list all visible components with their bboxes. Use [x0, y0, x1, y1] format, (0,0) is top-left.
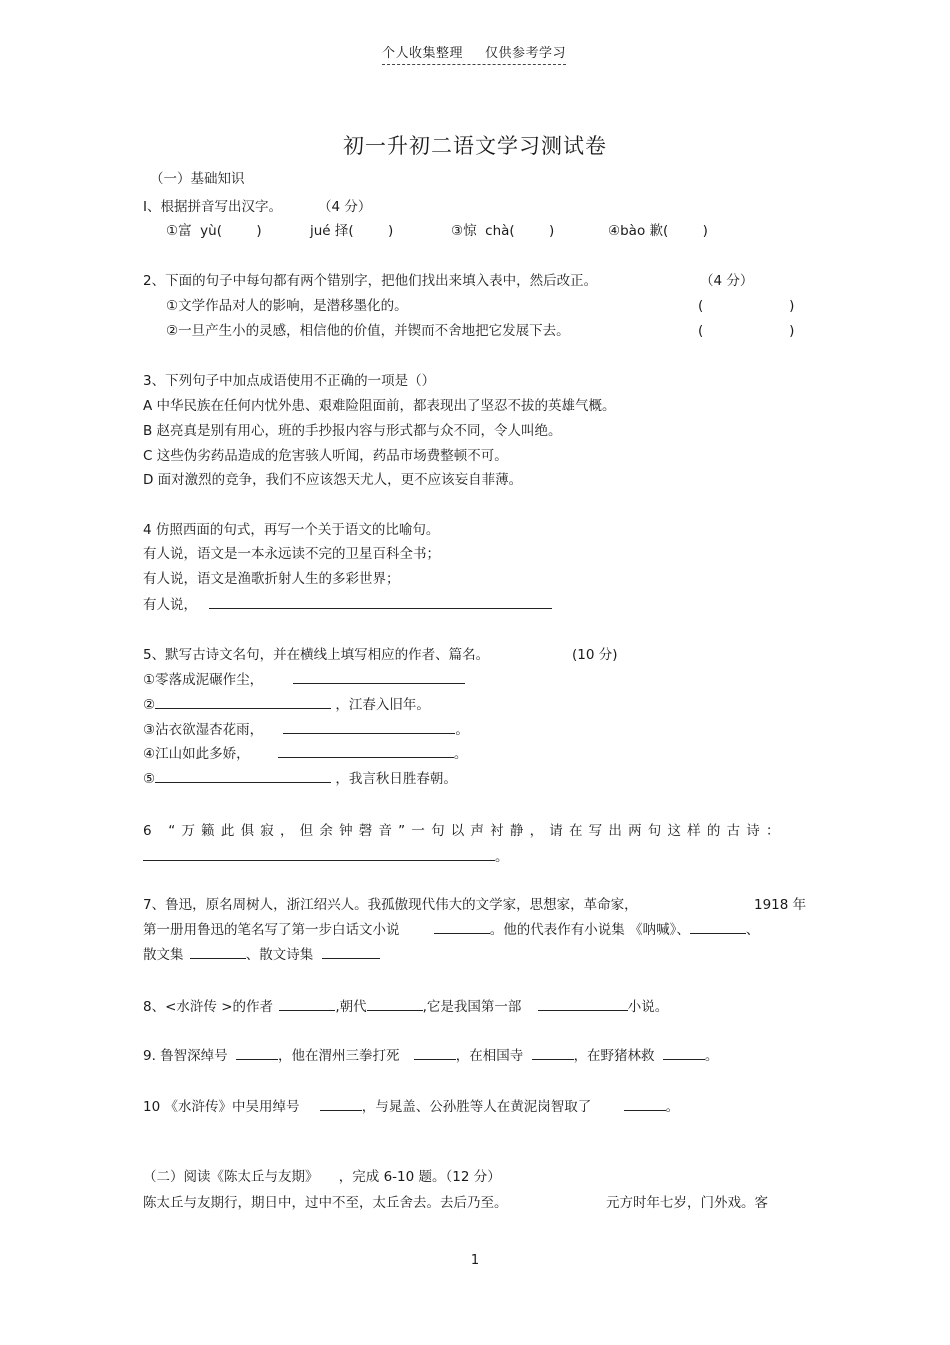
q1-item-1: ①富 yù( ) [166, 223, 262, 239]
q1-stem: I、根据拼音写出汉字。 [143, 199, 282, 215]
answer-blank[interactable] [538, 997, 628, 1011]
q1-item-2: jué 择( ) [310, 223, 394, 239]
q6-stem: 6 “万籁此俱寂，但余钟磬音”一句以声衬静，请在写出两句这样的古诗： [143, 823, 786, 839]
q4-line-2: 有人说，语文是渔歌折射人生的多彩世界； [143, 571, 400, 587]
q2-paren-2: ( ) [698, 323, 795, 339]
q9-text-d: ，在野猪林救 [573, 1048, 655, 1064]
q7-line-3 [143, 945, 380, 964]
q5-stem: 5、默写古诗文名句，并在横线上填写相应的作者、篇名。 [143, 647, 490, 663]
answer-blank[interactable] [367, 997, 423, 1011]
answer-blank[interactable] [143, 847, 495, 861]
q7-line-2 [143, 920, 759, 939]
q6-answer-line [143, 847, 509, 866]
q8-line [143, 997, 668, 1016]
page-number: 1 [470, 1253, 480, 1268]
answer-blank[interactable] [155, 695, 331, 709]
q7-line-3-text-b: 、散文诗集 [245, 947, 314, 963]
q2-item-1: ①文学作品对人的影响，是潜移墨化的。 [166, 298, 408, 314]
q7-line-2-text-c: 、 [745, 922, 760, 938]
q5-item-3-end: 。 [455, 722, 469, 738]
q9-text-b: ，他在渭州三拳打死 [277, 1048, 400, 1064]
section-heading-reading [143, 1168, 501, 1186]
q3-stem: 3、下列句子中加点成语使用不正确的一项是（） [143, 373, 436, 389]
q3-option-d: D 面对激烈的竞争，我们不应该怨天尤人，更不应该妄自菲薄。 [143, 472, 523, 488]
q7-line-2-text-b: 。他的代表作有小说集 《呐喊》、 [489, 922, 690, 938]
answer-blank[interactable] [190, 945, 246, 959]
answer-blank[interactable] [278, 744, 454, 758]
q5-points: (10 分) [572, 647, 618, 663]
answer-blank[interactable] [279, 997, 335, 1011]
q1-points: （4 分） [318, 199, 372, 215]
page-header [382, 42, 566, 65]
answer-blank[interactable] [283, 720, 455, 734]
q6-end: 。 [495, 849, 509, 865]
q5-item-4 [143, 744, 467, 763]
q9-text-e: 。 [704, 1048, 719, 1064]
answer-blank[interactable] [236, 1046, 278, 1060]
answer-blank[interactable] [322, 945, 380, 959]
q5-item-3-text: ③沾衣欲湿杏花雨， [143, 722, 264, 738]
q7-year: 1918 年 [754, 897, 807, 913]
answer-blank[interactable] [320, 1097, 362, 1111]
q2-paren-1: ( ) [698, 298, 795, 314]
q4-stem: 4 仿照西面的句式，再写一个关于语文的比喻句。 [143, 522, 440, 538]
q7-line-2-text: 第一册用鲁迅的笔名写了第一步白话文小说 [143, 922, 400, 938]
q5-item-1-text: ①零落成泥碾作尘， [143, 672, 264, 688]
reading-text-part-2: 元方时年七岁，门外戏。客 [606, 1195, 768, 1211]
q1-item-3: ③惊 chà( ) [451, 223, 555, 239]
q2-item-2: ②一旦产生小的灵感，相信他的价值，并锲而不舍地把它发展下去。 [166, 323, 570, 339]
q5-item-4-text: ④江山如此多娇， [143, 746, 250, 762]
q5-item-1 [143, 670, 465, 689]
q7-line-1: 7、鲁迅，原名周树人，浙江绍兴人。我孤傲现代伟大的文学家，思想家，革命家， [143, 897, 638, 913]
q5-item-5-prefix: ⑤ [143, 771, 156, 787]
reading-text-part-1: 陈太丘与友期行，期日中，过中不至，太丘舍去。去后乃至。 [143, 1195, 508, 1211]
header-left: 个人收集整理 [382, 46, 464, 61]
q10-text-c: 。 [665, 1099, 680, 1115]
answer-blank[interactable] [624, 1097, 666, 1111]
reading-heading-instruction: ，完成 6-10 题。（12 分） [338, 1169, 501, 1185]
page-title: 初一升初二语文学习测试卷 [343, 134, 607, 158]
q5-item-2 [143, 695, 430, 714]
q5-item-5 [143, 769, 457, 788]
q8-text-a: 8、<水浒传 >的作者 [143, 999, 274, 1015]
answer-blank[interactable] [532, 1046, 574, 1060]
q3-option-c: C 这些伪劣药品造成的危害骇人听闻，药品市场费整顿不可。 [143, 448, 508, 464]
q10-text-a: 10 《水浒传》中吴用绰号 [143, 1099, 300, 1115]
q9-text-a: 9. 鲁智深绰号 [143, 1048, 228, 1064]
q10-line [143, 1097, 679, 1116]
q4-line-1: 有人说，语文是一本永远读不完的卫星百科全书； [143, 546, 440, 562]
q5-item-4-end: 。 [453, 746, 468, 762]
q2-stem: 2、下面的句子中每句都有两个错别字，把他们找出来填入表中，然后改正。 [143, 273, 598, 289]
header-right: 仅供参考学习 [485, 46, 567, 61]
q4-line-3-text: 有人说， [143, 597, 197, 613]
answer-blank[interactable] [293, 670, 465, 684]
q3-option-a: A 中华民族在任何内忧外患、艰难险阻面前，都表现出了坚忍不拔的英雄气概。 [143, 398, 616, 414]
answer-blank[interactable] [690, 920, 746, 934]
answer-blank[interactable] [209, 595, 552, 609]
q1-item-4: ④bào 歉( ) [608, 223, 708, 239]
answer-blank[interactable] [414, 1046, 456, 1060]
answer-blank[interactable] [155, 769, 331, 783]
q2-points: （4 分） [700, 273, 754, 289]
q5-item-2-text: ，江春入旧年。 [335, 697, 430, 713]
q8-text-d: 小说。 [627, 999, 669, 1015]
q7-line-3-text: 散文集 [143, 947, 184, 963]
q5-item-2-prefix: ② [143, 697, 156, 713]
q10-text-b: ，与晁盖、公孙胜等人在黄泥岗智取了 [361, 1099, 592, 1115]
answer-blank[interactable] [663, 1046, 705, 1060]
q4-line-3 [143, 595, 552, 614]
q9-text-c: ，在相国寺 [455, 1048, 524, 1064]
q8-text-b: ,朝代 [335, 999, 367, 1015]
q9-line [143, 1046, 718, 1065]
q8-text-c: ,它是我国第一部 [422, 999, 522, 1015]
q5-item-5-text: ，我言秋日胜春朝。 [335, 771, 457, 787]
answer-blank[interactable] [434, 920, 490, 934]
section-heading-basics: （一）基础知识 [150, 171, 245, 187]
reading-heading-title: （二）阅读《陈太丘与友期》 [143, 1169, 319, 1185]
q3-option-b: B 赵亮真是别有用心，班的手抄报内容与形式都与众不同，令人叫绝。 [143, 423, 562, 439]
q5-item-3 [143, 720, 469, 739]
